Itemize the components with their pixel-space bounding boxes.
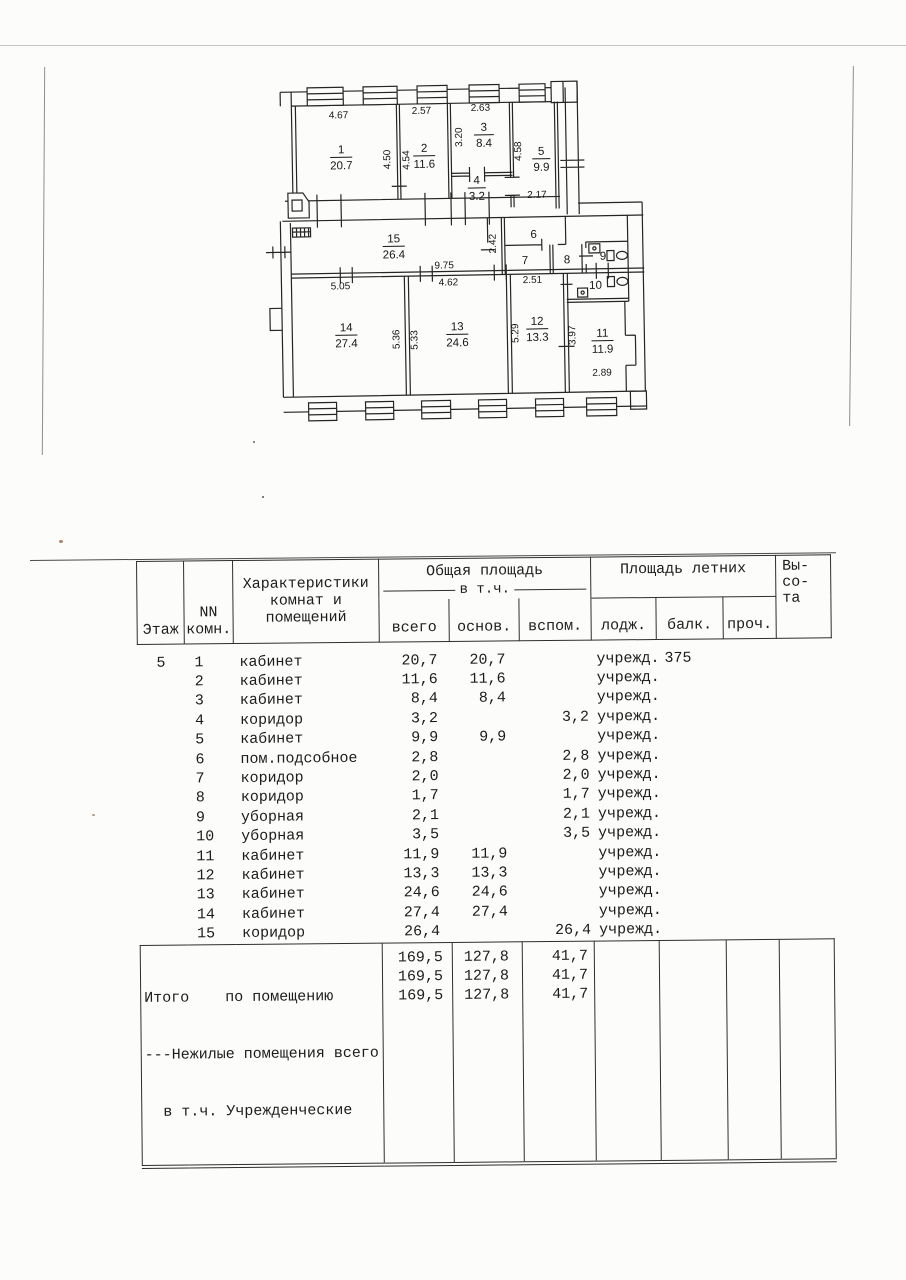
room-label-5 [532,146,550,174]
cell-room-type: кабинет [241,866,305,884]
cell-area-total: 24,6 [403,884,440,902]
svg-text:15: 15 [387,233,401,246]
cell-room-number: 1 [194,653,204,671]
dim-label: 4.50 [382,149,394,170]
room-label-4 [468,175,486,203]
cell-room-number: 6 [195,750,205,768]
cell-area-total: 2,8 [411,748,439,766]
cell-usage: учрежд. [596,649,660,668]
floor-plan [263,74,681,439]
cell-room-number: 2 [194,673,204,691]
cell-floor [139,847,186,867]
cell-area-total: 3,2 [410,709,439,728]
cell-area-aux: 3,2 [561,708,590,726]
dim-label: 2.42 [487,233,499,254]
cell-room-number: 8 [195,789,205,807]
cell-room-type: коридор [240,788,304,807]
header-col-other: проч. [723,596,776,639]
room-label-15 [382,233,405,261]
room-label-6 [530,229,537,241]
svg-text:7: 7 [521,255,529,268]
cell-area-total: 2,0 [411,768,439,786]
svg-text:5: 5 [537,145,545,158]
footer-main: 127,8 127,8 127,8 [452,941,524,1163]
scan-right-rule [849,66,854,426]
cell-usage: учрежд. [597,804,662,823]
cell-area-main: 11,9 [471,844,508,863]
cell-room-number: 13 [196,886,215,904]
cell-usage: учрежд. [597,785,661,803]
table-header [137,555,832,644]
header-including: в т.ч. [383,582,586,598]
svg-text:8: 8 [563,254,571,267]
cell-height [657,705,832,726]
dim-label: 2.89 [592,367,612,379]
footer-aux: 41,7 41,7 41,7 [522,941,596,1163]
svg-text:26.4: 26.4 [382,249,406,262]
cell-floor [138,711,185,731]
cell-room-type: кабинет [241,905,306,923]
cell-usage: учрежд. [597,765,661,784]
cell-height [658,860,833,881]
cell-area-aux [522,882,594,902]
cell-area-total: 11,9 [403,845,440,863]
cell-area-aux: 1,7 [562,785,590,804]
dim-label: 4.58 [512,141,525,161]
room-label-3 [474,122,494,150]
cell-room-type: кабинет [241,846,305,865]
cell-area-aux [520,727,592,747]
svg-text:20.7: 20.7 [330,160,353,173]
header-total-area-title: Общая площадь [426,562,544,581]
header-summer-group: Площадь летних [590,555,775,597]
header-room-no: NN комн. [184,561,234,644]
footer-height-empty [779,938,836,1160]
cell-floor [138,692,185,712]
dim-label: 5.05 [330,281,351,293]
cell-area-total: 20,7 [401,651,438,669]
header-characteristics: Характеристики комнат и помещений [233,559,380,643]
cell-area-total: 2,1 [411,806,440,825]
cell-usage: учрежд. [598,862,662,881]
cell-area-main [451,824,521,844]
cell-room-number: 5 [195,731,205,749]
dim-label: 2.57 [411,105,432,118]
scan-speck [253,441,255,443]
cell-room-type: кабинет [241,885,305,904]
svg-text:10: 10 [589,279,603,292]
cell-area-aux: 2,8 [562,747,590,765]
cell-area-main: 20,7 [469,650,506,669]
cell-area-main [450,747,520,767]
cell-usage: учрежд. [596,688,660,706]
svg-text:27.4: 27.4 [335,338,358,351]
scan-speck [59,540,63,543]
cell-area-main [452,921,522,942]
cell-room-number: 14 [196,906,216,924]
cell-room-type: коридор [242,924,306,943]
cell-area-main: 9,9 [479,728,507,746]
dim-label: 3.20 [453,127,466,148]
dim-label: 4.62 [438,277,459,289]
dimension-labels [328,101,613,384]
cell-usage: учрежд. [598,882,662,900]
header-col-main: основ. [449,598,519,641]
footer-loggia-empty [594,940,661,1162]
svg-text:24.6: 24.6 [446,337,469,350]
scan-speck [262,496,264,498]
cell-area-total: 26,4 [403,923,441,941]
cell-area-aux [522,901,594,921]
svg-text:2: 2 [420,142,428,155]
cell-area-aux [521,863,593,883]
room-label-12 [526,316,549,344]
cell-floor [139,789,186,809]
svg-text:11.6: 11.6 [413,158,436,172]
cell-floor [139,808,186,828]
dim-label: 5.29 [510,323,522,344]
footer-total: 169,5 169,5 169,5 [382,942,454,1164]
cell-area-main [451,786,521,806]
sink-icon [589,244,600,253]
cell-area-aux: 2,1 [562,805,591,823]
cell-area-total: 27,4 [403,903,440,922]
cell-room-type: уборная [240,808,305,826]
cell-floor [140,886,187,906]
room-label-10 [589,280,602,292]
room-label-2 [413,143,435,171]
cell-room-number: 11 [196,847,215,865]
cell-usage: учрежд. [598,824,662,842]
svg-text:13: 13 [450,321,464,334]
room-labels [329,120,613,361]
dim-label: 5.33 [409,330,421,350]
cell-area-main [450,708,520,728]
cell-room-type: коридор [240,769,304,787]
cell-room-type: кабинет [239,691,303,710]
cell-height [657,744,832,765]
cell-height [657,686,832,707]
cell-area-total: 11,6 [401,670,438,689]
footer-balcony-empty [659,939,728,1161]
svg-text:11: 11 [596,327,609,340]
cell-height [658,841,833,862]
dim-label: 9.75 [434,260,454,272]
svg-text:14: 14 [339,322,353,335]
cell-area-total: 3,5 [412,826,440,844]
cell-height [657,724,832,745]
header-floor: Этаж [137,561,185,644]
cell-area-total: 8,4 [410,690,438,708]
dim-label: 4.67 [328,110,349,122]
room-label-1 [330,144,353,172]
cell-area-main [451,766,521,786]
cell-area-aux [520,669,592,689]
cell-usage: учрежд. [598,843,662,862]
sink-icon [578,288,588,297]
cell-usage: учрежд. [598,901,662,920]
cell-floor: 5 [156,654,166,672]
cell-area-main: 24,6 [471,883,508,902]
svg-text:13.3: 13.3 [526,331,549,345]
cell-room-number: 7 [195,770,205,788]
cell-room-type: коридор [239,711,304,729]
svg-text:11.9: 11.9 [591,343,614,356]
cell-room-type: кабинет [239,652,303,671]
svg-text:9.9: 9.9 [533,161,550,174]
dim-label: 2.17 [527,189,547,202]
cell-area-aux [520,688,592,708]
cell-floor [139,769,186,789]
cell-room-type: кабинет [240,730,304,749]
header-col-loggia: лодж. [591,597,656,640]
dim-label: 4.54 [401,150,413,170]
cell-usage: учрежд. [597,727,661,745]
table-footer [140,938,836,1166]
svg-text:8.4: 8.4 [475,137,493,150]
dim-label: 5.36 [391,329,403,350]
scan-left-rule [42,67,45,455]
cell-height [659,918,834,940]
header-total-area-group [379,557,591,600]
room-label-7 [522,255,529,267]
room-label-9 [600,251,607,263]
svg-text:6: 6 [530,228,537,241]
explication-table [136,554,837,1168]
dim-label: 2.51 [522,274,543,287]
cell-usage: учрежд. [596,668,660,687]
room-label-11 [591,328,613,356]
cell-floor [139,866,186,886]
toilet-icon [607,276,628,286]
cell-area-main: 11,6 [469,670,506,688]
cell-height [657,666,832,687]
svg-text:9: 9 [599,250,607,263]
svg-text:12: 12 [530,315,544,328]
room-label-8 [564,254,571,266]
svg-text:3.2: 3.2 [468,190,486,204]
cell-area-main: 27,4 [471,903,508,921]
footer-labels: Итого по помещению ---Нежилые помещения всего в т.ч. Учрежденческие [140,943,384,1167]
cell-room-number: 10 [196,828,215,846]
dim-label: 3.97 [567,325,579,346]
cell-floor [139,828,186,848]
svg-text:3: 3 [480,121,488,134]
table-body [137,637,834,945]
cell-area-main: 8,4 [478,689,506,708]
cell-room-type: уборная [241,827,305,846]
cell-area-aux [519,640,591,670]
svg-text:4: 4 [473,174,480,187]
cell-floor [140,905,187,925]
cell-height [658,783,833,804]
cell-room-number: 4 [194,712,205,730]
cell-height [658,802,833,823]
header-height: Вы- со- та [775,555,831,638]
cell-area-aux: 3,5 [563,824,591,843]
cell-room-number: 9 [195,809,206,827]
cell-floor [140,925,187,945]
cell-height [657,763,832,784]
header-col-balcony: балк. [656,596,723,639]
cell-usage: учрежд. [597,746,661,765]
floor-plan-drawing [263,74,681,439]
cell-area-total: 9,9 [411,729,439,747]
cell-height: 375 [664,649,692,667]
cell-floor [138,672,185,692]
cell-room-number: 15 [197,925,216,943]
svg-text:1: 1 [337,144,345,157]
cell-area-aux: 26,4 [554,921,592,940]
cell-area-aux: 2,0 [562,766,590,784]
cell-floor [138,750,185,770]
cell-floor [138,731,185,751]
cell-area-total: 1,7 [411,787,439,805]
header-col-total: всего [379,599,449,642]
toilet-icon [607,250,628,260]
cell-height [659,880,834,901]
scan-top-rule [0,45,906,46]
cell-room-type: кабинет [239,672,303,690]
cell-area-main: 13,3 [471,864,508,882]
cell-room-number: 12 [196,867,215,885]
cell-height [659,899,834,920]
cell-usage: учрежд. [596,707,661,726]
footer-other-empty [726,939,781,1161]
cell-room-type: пом.подсобное [240,749,358,768]
header-col-aux: вспом. [519,598,591,641]
cell-area-aux [521,843,593,863]
explication-area [30,552,846,1169]
room-label-13 [446,321,469,349]
dim-label: 2.63 [470,102,491,114]
cell-area-total: 13,3 [403,865,440,883]
cell-height [658,821,833,842]
room-label-14 [335,322,358,350]
cell-area-main [451,805,521,825]
cell-room-number: 3 [194,692,204,710]
cell-usage: учрежд. [598,921,663,939]
